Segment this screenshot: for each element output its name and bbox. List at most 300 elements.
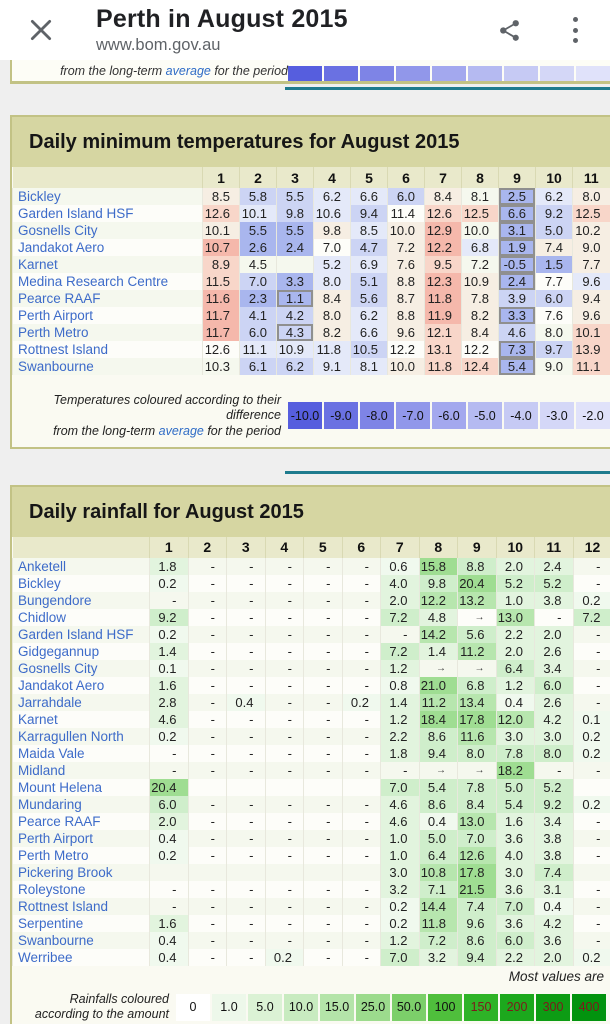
value-cell: 3.4 [535,813,574,830]
value-cell: - [188,626,227,643]
day-header: 9 [458,537,497,558]
station-cell [13,779,150,796]
value-cell: 18.4 [419,711,458,728]
clipped-legend-strip [10,60,610,84]
value-cell: 3.2 [419,949,458,966]
value-cell: 9.4 [458,949,497,966]
value-cell: 1.4 [150,643,189,660]
station-link[interactable]: Roleystone [18,881,86,897]
value-cell: 6.2 [536,188,573,205]
value-cell: 8.6 [419,728,458,745]
value-cell: 0.2 [150,626,189,643]
value-cell: 6.0 [240,324,277,341]
station-cell [13,932,150,949]
value-cell: - [150,898,189,915]
value-cell: 10.1 [203,222,240,239]
value-cell: - [342,881,381,898]
station-link[interactable]: Perth Airport [18,308,94,323]
value-cell: 7.2 [573,609,610,626]
value-cell: - [304,932,343,949]
value-cell: - [342,932,381,949]
value-cell [573,779,610,796]
title-block [96,5,348,55]
day-header: 5 [304,537,343,558]
value-cell: 9.0 [573,239,610,256]
value-cell: - [304,830,343,847]
value-cell: 10.3 [203,358,240,375]
value-cell: 1.2 [381,711,420,728]
value-cell: - [342,830,381,847]
day-header: 9 [499,167,536,188]
station-link[interactable]: Garden Island HSF [18,206,134,221]
value-cell: - [304,677,343,694]
station-link[interactable]: Bickley [18,189,61,204]
value-cell: 8.4 [425,188,462,205]
value-cell: 7.0 [458,830,497,847]
day-header: 6 [388,167,425,188]
value-cell: 9.8 [419,575,458,592]
value-cell: 5.0 [419,830,458,847]
value-cell: 1.0 [381,847,420,864]
value-cell: 8.5 [351,222,388,239]
value-cell: 0.2 [573,592,610,609]
value-cell: 10.1 [240,205,277,222]
value-cell: 5.2 [496,575,535,592]
value-cell: 8.9 [203,256,240,273]
value-cell: 10.1 [573,324,610,341]
value-cell: - [188,609,227,626]
value-cell: 11.7 [203,307,240,324]
legend-cell: 5.0 [248,994,282,1021]
value-cell: 12.5 [462,205,499,222]
value-cell: - [304,949,343,966]
value-cell: - [188,898,227,915]
value-cell: 9.4 [573,290,610,307]
station-link[interactable]: Werribee [18,949,73,965]
value-cell: - [188,575,227,592]
value-cell: - [304,813,343,830]
value-cell: 7.2 [388,239,425,256]
value-cell: - [265,830,304,847]
station-link[interactable]: Swanbourne [18,932,94,948]
day-header: 10 [536,167,573,188]
value-cell: - [265,847,304,864]
value-cell: 3.0 [496,864,535,881]
value-cell: - [227,609,266,626]
value-cell: 4.2 [535,915,574,932]
station-link[interactable]: Midland [18,762,66,778]
value-cell: 17.8 [458,864,497,881]
close-icon[interactable] [28,17,54,43]
value-cell: 4.6 [150,711,189,728]
legend-cell: 200 [500,994,534,1021]
station-link[interactable]: Mount Helena [18,779,103,795]
value-cell: - [304,575,343,592]
value-cell: 3.6 [535,932,574,949]
value-cell: - [188,881,227,898]
average-link[interactable]: average [165,64,211,78]
value-cell: 6.4 [419,847,458,864]
value-cell: - [342,575,381,592]
value-cell: - [265,762,304,779]
station-cell [13,358,203,375]
value-cell: - [573,558,610,575]
value-cell: 11.4 [388,205,425,222]
value-cell: 12.6 [203,341,240,358]
value-cell: 6.0 [496,932,535,949]
station-cell [13,813,150,830]
value-cell: - [304,728,343,745]
value-cell: - [265,728,304,745]
value-cell: - [342,847,381,864]
value-cell: 7.0 [381,949,420,966]
station-cell [13,273,203,290]
value-cell: 3.0 [496,728,535,745]
value-cell: 5.6 [458,626,497,643]
station-link[interactable]: Bungendore [18,592,92,608]
day-header: 8 [462,167,499,188]
value-cell: 0.2 [573,796,610,813]
value-cell: 7.0 [240,273,277,290]
value-cell: - [265,898,304,915]
value-cell: - [188,643,227,660]
value-cell: → [458,609,497,626]
value-cell: - [342,660,381,677]
value-cell: - [381,626,420,643]
table-title: Daily minimum temperatures for August 2015 [12,117,610,167]
station-link[interactable]: Garden Island HSF [18,626,134,642]
value-cell: 9.0 [536,358,573,375]
value-cell: 6.8 [458,677,497,694]
value-cell: 11.6 [458,728,497,745]
value-cell: 8.8 [458,558,497,575]
station-link[interactable]: Perth Metro [18,847,89,863]
value-cell: 10.2 [573,222,610,239]
station-link[interactable]: Jandakot Aero [18,240,105,255]
value-cell: - [304,745,343,762]
table-row [13,847,610,864]
value-cell: 5.5 [277,222,314,239]
value-cell: 9.5 [425,256,462,273]
value-cell: 10.9 [277,341,314,358]
table-row [13,205,610,222]
value-cell: 2.6 [240,239,277,256]
value-cell: 2.4 [535,558,574,575]
horizontal-scrollbar[interactable] [285,87,610,90]
value-cell: - [342,898,381,915]
day-header: 10 [496,537,535,558]
value-cell: - [150,762,189,779]
value-cell: 5.6 [351,290,388,307]
rainfall-note: Most values are [508,968,604,984]
value-cell: 0.4 [150,830,189,847]
station-link[interactable]: Swanbourne [18,359,94,374]
value-cell: 9.4 [419,745,458,762]
value-cell: - [188,660,227,677]
legend-cell: -6.0 [432,402,466,429]
value-cell: - [573,830,610,847]
value-cell: 11.8 [314,341,351,358]
value-cell: 9.7 [536,341,573,358]
value-cell: - [342,745,381,762]
value-cell: 1.8 [150,558,189,575]
value-cell: 0.2 [573,745,610,762]
value-cell: 6.6 [351,188,388,205]
value-cell: - [573,575,610,592]
value-cell: 6.6 [351,324,388,341]
value-cell: - [573,643,610,660]
value-cell: - [573,813,610,830]
station-link[interactable]: Karragullen North [18,728,124,744]
value-cell: 7.4 [458,898,497,915]
value-cell: - [188,728,227,745]
value-cell: 14.4 [419,898,458,915]
value-cell: 2.6 [535,643,574,660]
station-link[interactable]: Karnet [18,257,58,272]
station-cell [13,881,150,898]
value-cell: 4.0 [496,847,535,864]
average-link[interactable]: average [158,423,204,438]
value-cell: - [573,932,610,949]
station-link[interactable]: Gosnells City [18,660,98,676]
value-cell: 6.2 [351,307,388,324]
value-cell: 4.6 [381,813,420,830]
value-cell: - [304,762,343,779]
value-cell: 2.3 [240,290,277,307]
page-url: www.bom.gov.au [96,36,221,54]
station-link[interactable]: Maida Vale [18,745,85,761]
station-link[interactable]: Anketell [18,558,67,574]
value-cell: 4.2 [277,307,314,324]
value-cell: 3.6 [496,915,535,932]
value-cell: 2.2 [496,949,535,966]
station-cell [13,898,150,915]
legend-cell [324,66,358,81]
legend-cell: 50.0 [392,994,426,1021]
value-cell: - [535,762,574,779]
value-cell: 10.0 [462,222,499,239]
value-cell: - [304,626,343,643]
value-cell: 10.7 [203,239,240,256]
table-row [13,677,610,694]
value-cell: 2.5 [499,188,536,205]
value-cell: 1.1 [277,290,314,307]
value-cell: 1.2 [381,932,420,949]
value-cell: 17.8 [458,711,497,728]
value-cell: 13.0 [458,813,497,830]
share-icon[interactable] [497,18,522,43]
value-cell: - [342,762,381,779]
value-cell: - [227,592,266,609]
table-row [13,830,610,847]
value-cell [150,864,189,881]
app-header [0,0,610,60]
value-cell: - [188,558,227,575]
value-cell: - [150,745,189,762]
value-cell: - [342,711,381,728]
value-cell: 13.4 [458,694,497,711]
station-link[interactable]: Pearce RAAF [18,813,101,829]
station-cell [13,830,150,847]
station-link[interactable]: Mundaring [18,796,82,812]
value-cell: - [227,575,266,592]
value-cell: 11.2 [419,694,458,711]
legend-cell [540,66,574,81]
value-cell: 0.2 [381,915,420,932]
value-cell: 9.6 [388,324,425,341]
value-cell: - [304,660,343,677]
value-cell: 12.2 [425,239,462,256]
value-cell: 5.4 [499,358,536,375]
value-cell: 7.0 [381,779,420,796]
table-row [13,779,610,796]
station-link[interactable]: Rottnest Island [18,342,109,357]
value-cell: - [265,575,304,592]
value-cell: 21.5 [458,881,497,898]
value-cell: 5.2 [314,256,351,273]
value-cell: - [227,949,266,966]
station-link[interactable]: Serpentine [18,915,84,931]
value-cell: → [458,762,497,779]
value-cell: 2.6 [535,694,574,711]
day-header: 7 [425,167,462,188]
table-row [13,290,610,307]
value-cell: 7.7 [536,273,573,290]
station-cell [13,762,150,779]
station-cell [13,592,150,609]
value-cell: 1.2 [381,660,420,677]
value-cell: 0.1 [573,711,610,728]
table-row [13,188,610,205]
legend-cell: -10.0 [288,402,322,429]
station-link[interactable]: Bickley [18,575,61,591]
day-header: 4 [314,167,351,188]
value-cell: 1.6 [496,813,535,830]
value-cell: 0.1 [150,660,189,677]
station-link[interactable]: Gosnells City [18,223,98,238]
station-link[interactable]: Jandakot Aero [18,677,105,693]
value-cell: 9.6 [458,915,497,932]
station-link[interactable]: Gidgegannup [18,643,100,659]
legend-cell [468,66,502,81]
day-header: 5 [351,167,388,188]
station-link[interactable]: Rottnest Island [18,898,109,914]
legend-cell [360,66,394,81]
value-cell: - [227,677,266,694]
min-temp-table [10,115,610,449]
value-cell: 4.7 [351,239,388,256]
table-row [13,222,610,239]
value-cell: 11.8 [419,915,458,932]
value-cell: 7.8 [458,779,497,796]
value-cell: - [265,915,304,932]
legend-cell: 15.0 [320,994,354,1021]
value-cell: - [227,660,266,677]
clipped-legend-caption: from the long-term average for the period [60,64,288,78]
temp-legend-scale [288,402,610,429]
value-cell: 11.7 [203,324,240,341]
value-cell: 8.6 [458,932,497,949]
table-row [13,273,610,290]
value-cell: 2.4 [499,273,536,290]
station-link[interactable]: Perth Airport [18,830,94,846]
value-cell: 10.9 [462,273,499,290]
value-cell: 0.4 [227,694,266,711]
station-link[interactable]: Karnet [18,711,58,727]
station-link[interactable]: Perth Metro [18,325,89,340]
value-cell: 7.7 [573,256,610,273]
value-cell [265,779,304,796]
value-cell: 1.0 [496,592,535,609]
value-cell: 8.0 [458,745,497,762]
value-cell: 6.0 [535,677,574,694]
day-header: 8 [419,537,458,558]
rain-legend-caption: Rainfalls coloured according to the amount [34,991,169,1021]
value-cell: 12.6 [425,205,462,222]
station-link[interactable]: Pearce RAAF [18,291,101,306]
value-cell: 0.4 [150,949,189,966]
station-link[interactable]: Chidlow [18,609,67,625]
value-cell: - [188,711,227,728]
value-cell: 11.6 [203,290,240,307]
value-cell: 0.4 [535,898,574,915]
value-cell: 0.2 [150,728,189,745]
value-cell: 6.4 [496,660,535,677]
value-cell: 7.2 [462,256,499,273]
value-cell: - [342,558,381,575]
value-cell: 8.0 [573,188,610,205]
value-cell: 7.8 [496,745,535,762]
value-cell: 8.0 [314,307,351,324]
value-cell: 14.2 [419,626,458,643]
value-cell: - [342,609,381,626]
value-cell: 8.2 [462,307,499,324]
value-cell: 8.1 [351,358,388,375]
overflow-menu-icon[interactable] [570,17,580,43]
value-cell: 7.1 [419,881,458,898]
value-cell: - [227,915,266,932]
value-cell: - [342,626,381,643]
table-row [13,324,610,341]
value-cell: - [227,643,266,660]
value-cell: 3.0 [381,864,420,881]
value-cell: 21.0 [419,677,458,694]
value-cell: 4.5 [240,256,277,273]
value-cell: - [227,626,266,643]
station-link[interactable]: Medina Research Centre [18,274,169,289]
value-cell: 5.8 [240,188,277,205]
station-cell [13,711,150,728]
value-cell: - [304,881,343,898]
station-link[interactable]: Pickering Brook [18,864,113,880]
table-row [13,694,610,711]
value-cell: - [304,915,343,932]
rain-legend-scale [176,994,606,1021]
value-cell: 4.3 [277,324,314,341]
legend-cell: 400 [572,994,606,1021]
station-link[interactable]: Jarrahdale [18,694,82,710]
table-row [13,626,610,643]
legend-cell: 300 [536,994,570,1021]
value-cell: - [265,932,304,949]
value-cell: 10.0 [388,358,425,375]
value-cell: 4.2 [535,711,574,728]
station-cell [13,324,203,341]
day-header: 6 [342,537,381,558]
value-cell: - [227,558,266,575]
horizontal-scrollbar[interactable] [285,471,610,474]
table-row [13,813,610,830]
